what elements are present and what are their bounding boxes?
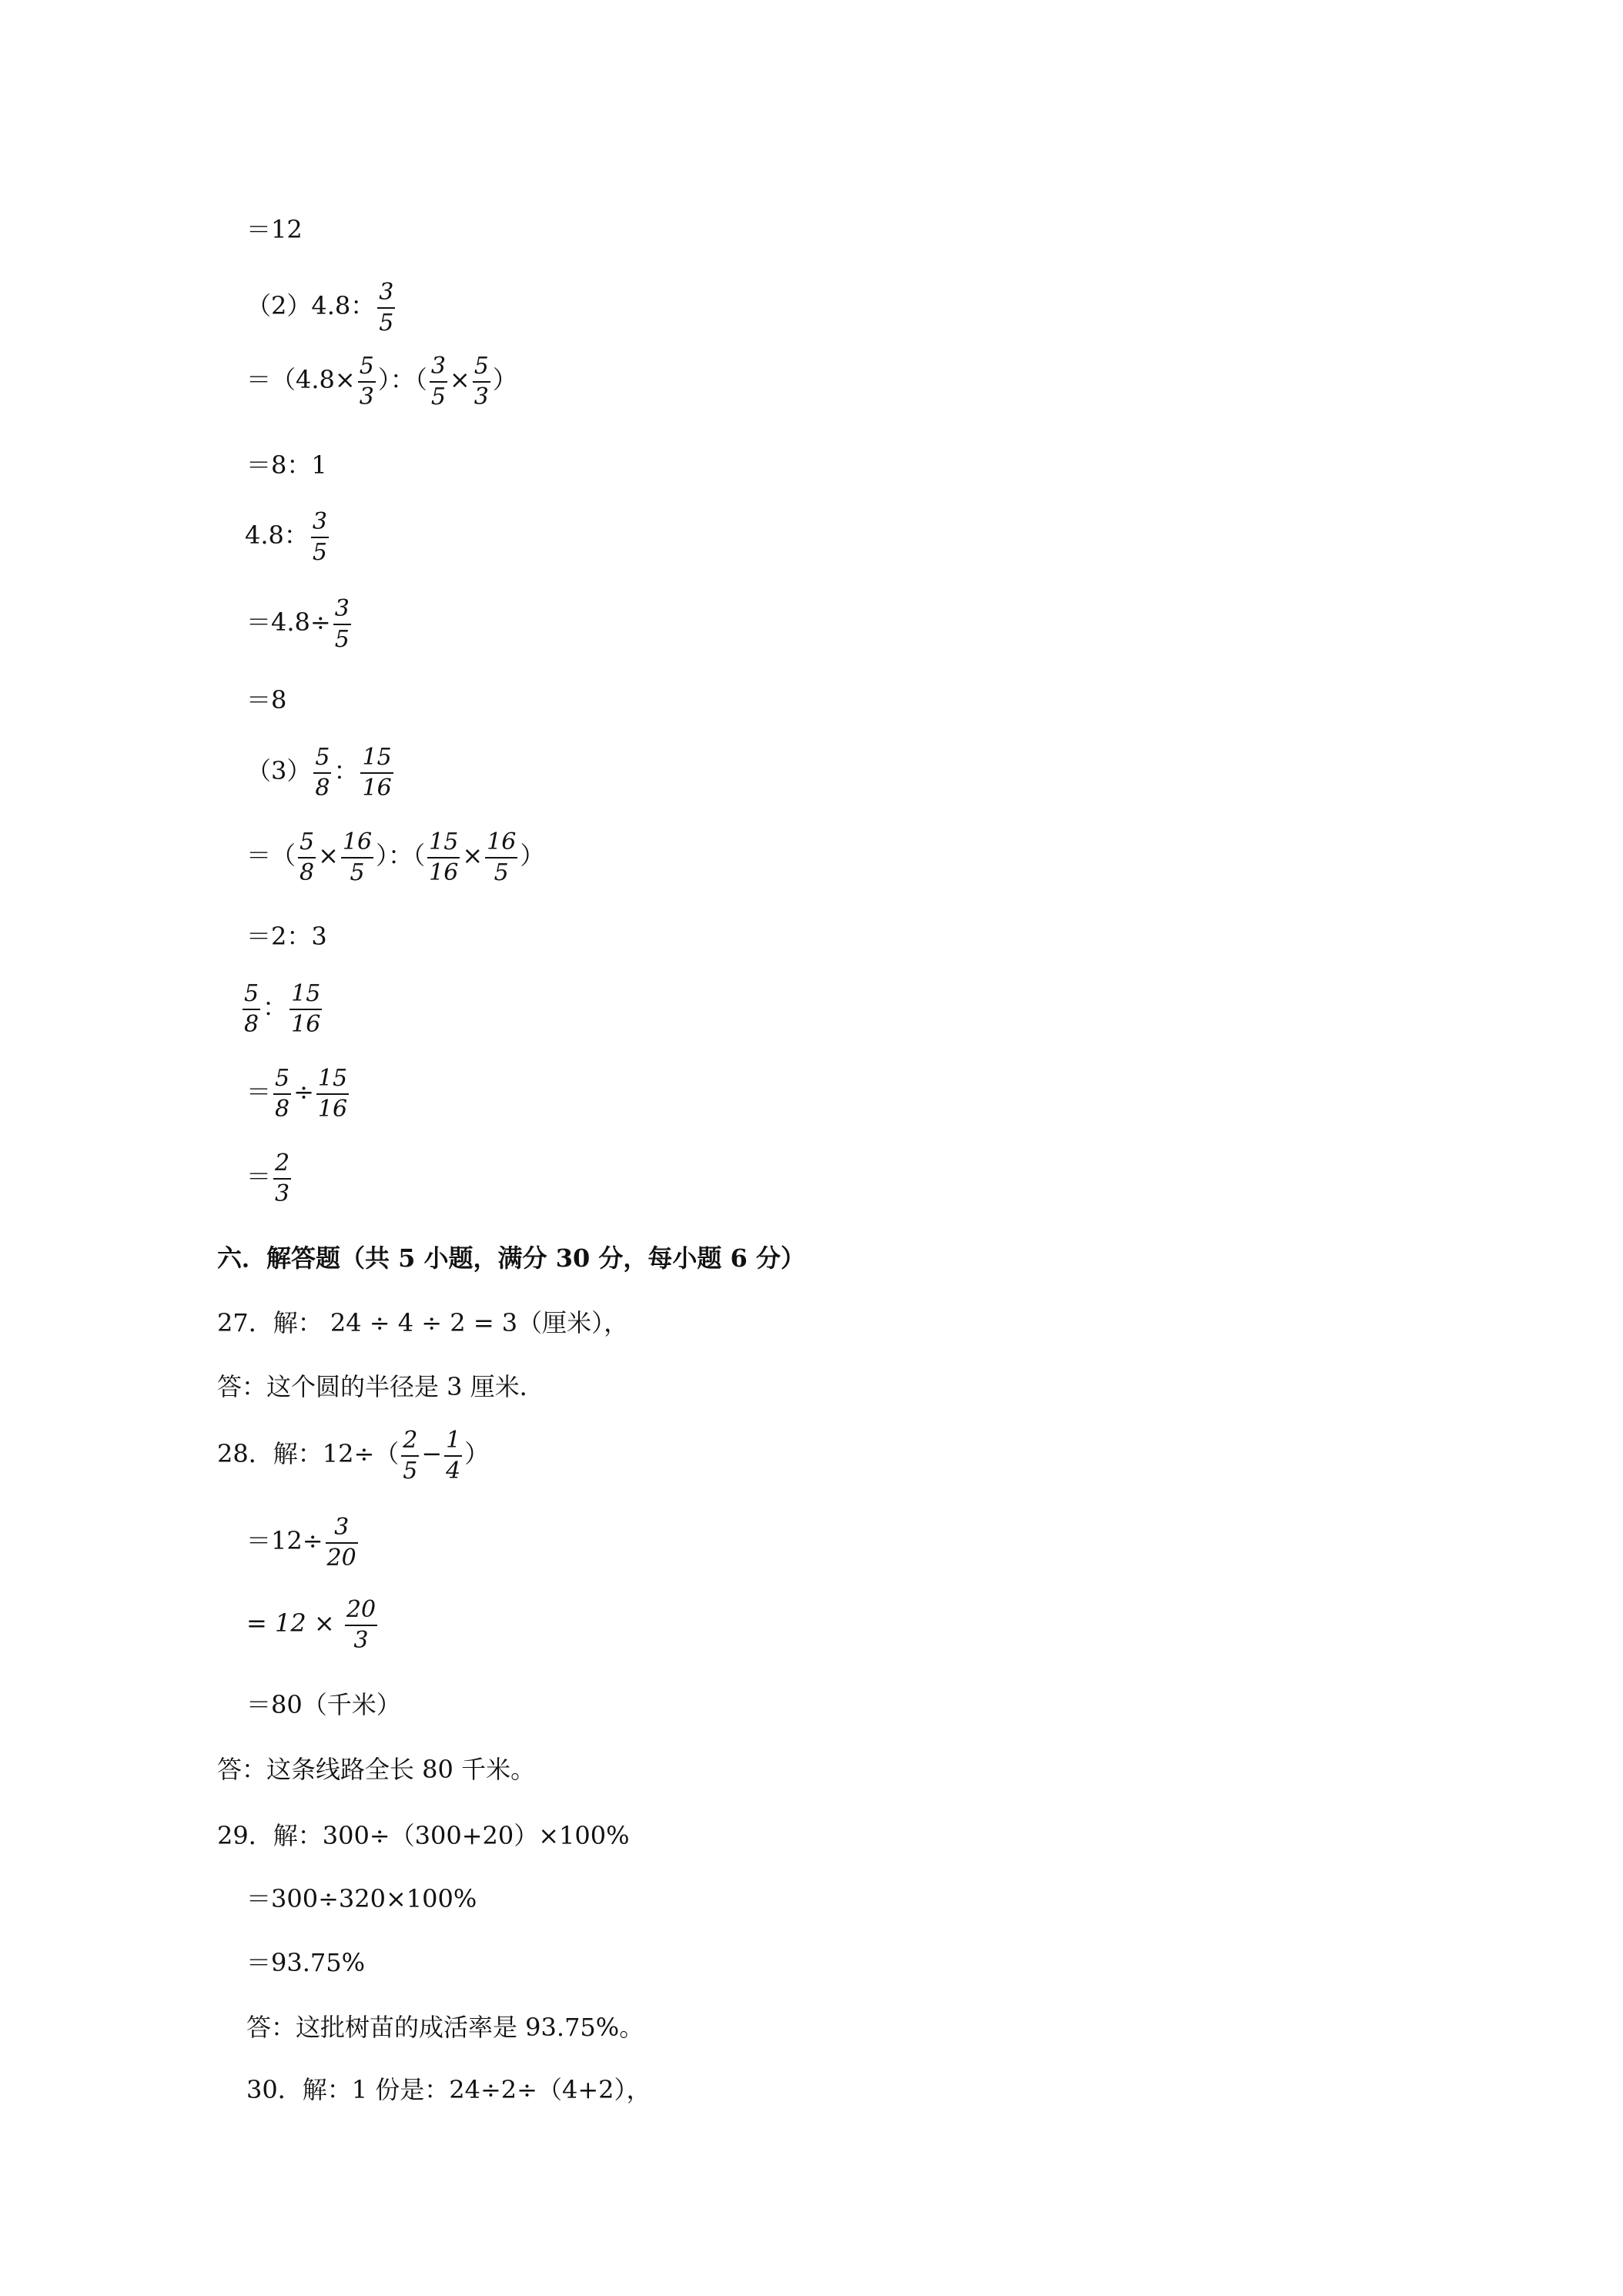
fraction: $\frac{20}{3}$ bbox=[346, 1596, 376, 1654]
answer-line: ＝2：3 bbox=[246, 922, 327, 951]
fraction: $\frac{3}{5}$ bbox=[334, 595, 350, 653]
answer-line: （3） $\frac{5}{8}$ ： $\frac{15}{16}$ bbox=[246, 744, 392, 802]
answer-line: $\frac{5}{8}$ ： $\frac{15}{16}$ bbox=[244, 980, 321, 1038]
fraction: $\frac{5}{8}$ bbox=[300, 828, 315, 886]
answer-line: 27．解： 24 ÷ 4 ÷ 2 = 3（厘米）， bbox=[217, 1308, 629, 1337]
answer-line: ＝4.8÷ $\frac{3}{5}$ bbox=[246, 595, 350, 653]
fraction: $\frac{15}{16}$ bbox=[317, 1065, 348, 1123]
fraction: $\frac{3}{20}$ bbox=[326, 1514, 356, 1571]
answer-line: 4.8： $\frac{3}{5}$ bbox=[245, 508, 327, 566]
answer-line: ＝300÷320×100% bbox=[246, 1884, 477, 1913]
fraction: $\frac{5}{8}$ bbox=[275, 1065, 290, 1123]
fraction: $\frac{5}{3}$ bbox=[474, 353, 489, 410]
fraction: $\frac{16}{5}$ bbox=[342, 828, 373, 886]
answer-line: 答：这批树苗的成活率是 93.75%。 bbox=[246, 2013, 644, 2042]
answer-line: 29．解：300÷（300+20）×100% bbox=[217, 1821, 630, 1850]
answer-line: 28．解：12÷（ $\frac{2}{5}$ − $\frac{1}{4}$ ） bbox=[217, 1427, 490, 1484]
answer-line: = 12 × $\frac{20}{3}$ bbox=[246, 1596, 376, 1654]
fraction: $\frac{3}{5}$ bbox=[430, 353, 446, 410]
fraction: $\frac{16}{5}$ bbox=[487, 828, 517, 886]
fraction: $\frac{15}{16}$ bbox=[291, 980, 321, 1038]
fraction: $\frac{2}{5}$ bbox=[403, 1427, 418, 1484]
fraction: $\frac{2}{3}$ bbox=[275, 1150, 290, 1207]
fraction: $\frac{3}{5}$ bbox=[312, 508, 327, 566]
fraction: $\frac{15}{16}$ bbox=[429, 828, 459, 886]
fraction: $\frac{15}{16}$ bbox=[362, 744, 392, 802]
answer-line: ＝8：1 bbox=[246, 450, 327, 480]
answer-line: 答：这条线路全长 80 千米。 bbox=[217, 1755, 536, 1784]
answer-line: ＝80（千米） bbox=[246, 1690, 401, 1719]
fraction: $\frac{5}{3}$ bbox=[359, 353, 374, 410]
fraction: $\frac{1}{4}$ bbox=[446, 1427, 461, 1484]
answer-line: ＝8 bbox=[246, 685, 287, 715]
fraction: $\frac{5}{8}$ bbox=[244, 980, 259, 1038]
answer-line: ＝ $\frac{2}{3}$ bbox=[246, 1150, 290, 1207]
fraction: $\frac{3}{5}$ bbox=[379, 279, 394, 336]
answer-line: 答：这个圆的半径是 3 厘米． bbox=[217, 1372, 544, 1401]
fraction: $\frac{5}{8}$ bbox=[315, 744, 330, 802]
answer-line: ＝（ $\frac{5}{8}$ × $\frac{16}{5}$ ）：（ $\frac{15}{16}$ × $\frac{16}{5}$ ） bbox=[246, 828, 545, 886]
answer-line: （2）4.8： $\frac{3}{5}$ bbox=[246, 279, 394, 336]
answer-line: ＝（4.8× $\frac{5}{3}$ ）：（ $\frac{3}{5}$ × $\frac{5}{3}$ ） bbox=[246, 353, 517, 410]
answer-line: ＝12÷ $\frac{3}{20}$ bbox=[246, 1514, 356, 1571]
answer-line: ＝93.75% bbox=[246, 1948, 366, 1977]
section-heading: 六．解答题（共 5 小题，满分 30 分，每小题 6 分） bbox=[217, 1243, 805, 1273]
answer-line: ＝ $\frac{5}{8}$ ÷ $\frac{15}{16}$ bbox=[246, 1065, 348, 1123]
answer-line: ＝12 bbox=[246, 215, 303, 244]
answer-line: 30．解：1 份是：24÷2÷（4+2）， bbox=[246, 2075, 651, 2104]
